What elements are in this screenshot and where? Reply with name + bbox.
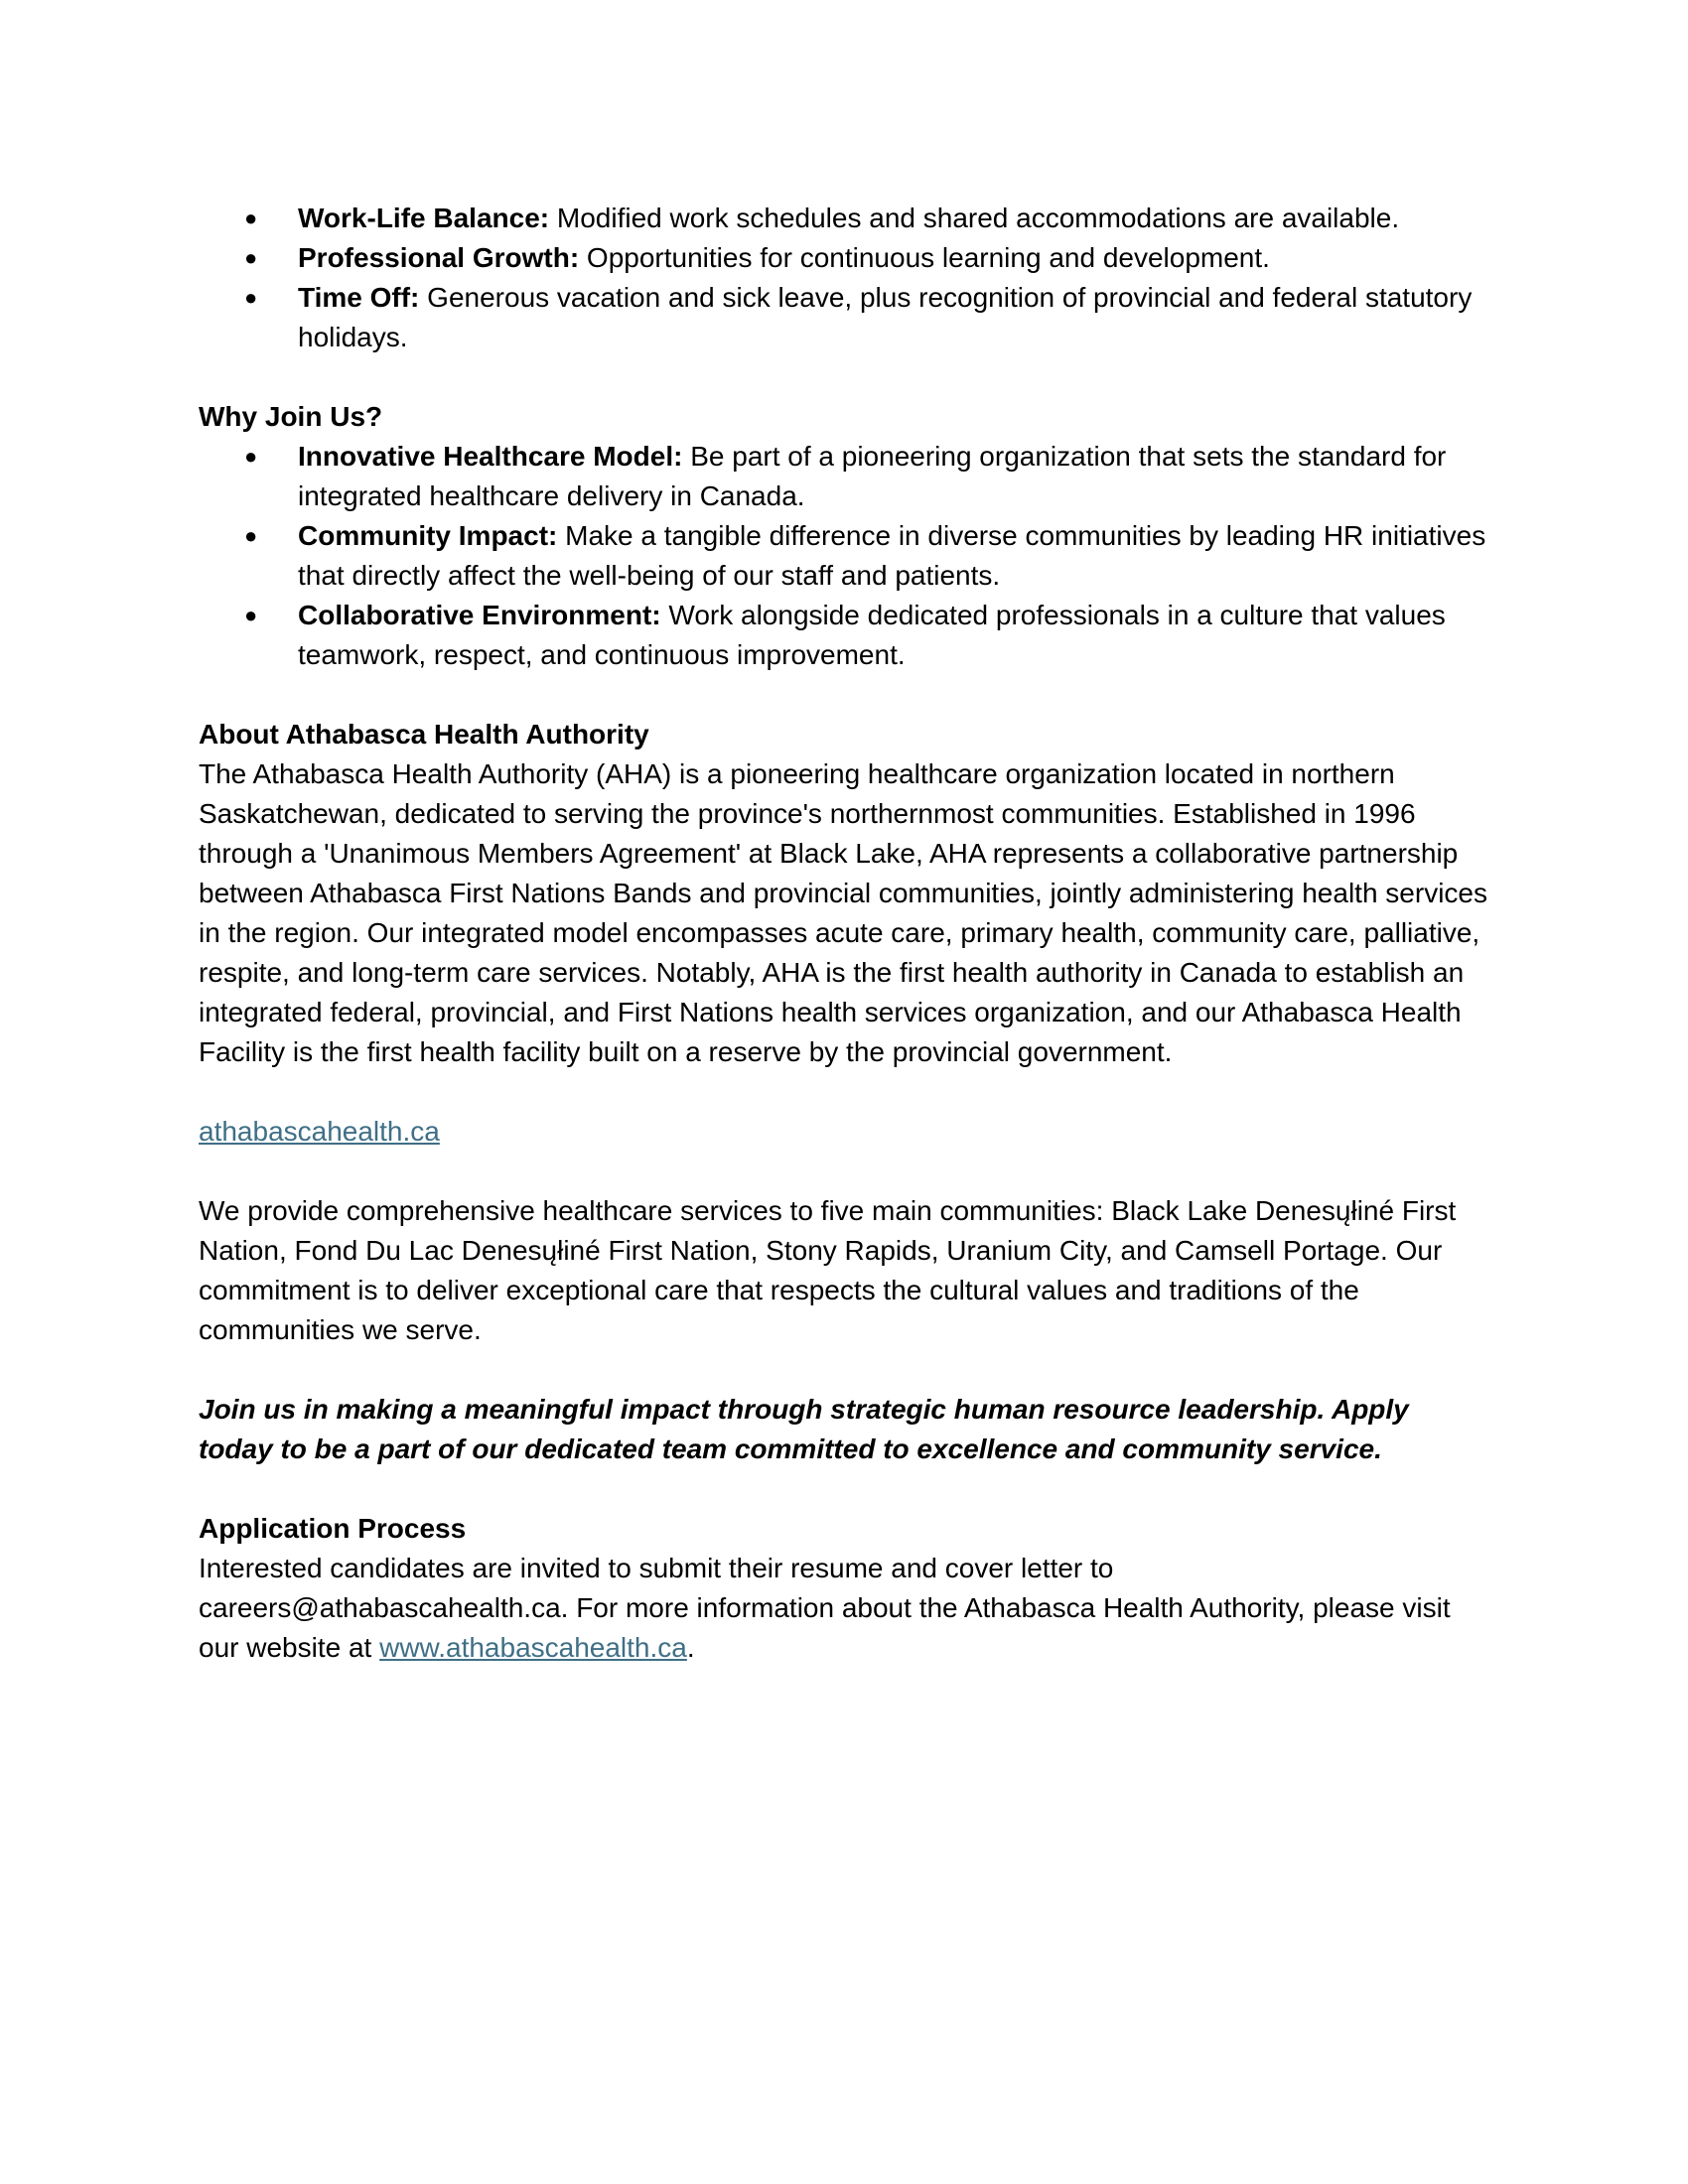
why-join-heading: Why Join Us? bbox=[199, 401, 383, 432]
bullet-icon: ● bbox=[244, 603, 258, 627]
list-item bbox=[199, 199, 1489, 238]
bullet-icon: ● bbox=[244, 205, 258, 230]
benefit-text: Modified work schedules and shared accommodations are available. bbox=[549, 203, 1400, 233]
benefit-label: Work-Life Balance: bbox=[298, 203, 550, 233]
about-heading: About Athabasca Health Authority bbox=[199, 719, 649, 750]
application-body bbox=[199, 1549, 1489, 1668]
list-item bbox=[199, 278, 1489, 357]
list-item bbox=[199, 437, 1489, 516]
call-to-action: Join us in making a meaningful impact through strategic human resource leadership. Apply today to be a part of our dedicated team committed to excellence and community service. bbox=[199, 1394, 1409, 1464]
why-join-text: Make a tangible difference in diverse communities by leading HR initiatives that directly affect the well-being of our staff and patients. bbox=[298, 520, 1486, 591]
why-join-text: Be part of a pioneering organization that sets the standard for integrated healthcare delivery in Canada. bbox=[298, 441, 1447, 511]
bullet-icon: ● bbox=[244, 523, 258, 548]
document-page bbox=[199, 199, 1489, 1668]
communities-paragraph: We provide comprehensive healthcare services to five main communities: Black Lake Denesųłiné First Nation, Fond Du Lac Denesųłiné First Nation, Stony Rapids, Uranium City, and Camsell Portage. Our commitment is to deliver exceptional care that respects the cultural values and traditions of the communities we serve. bbox=[199, 1195, 1457, 1345]
application-text: Interested candidates are invited to submit their resume and cover letter to careers@athabascahealth.ca. For more information about the Athabasca Health Authority, please visit our website at bbox=[199, 1553, 1451, 1663]
benefit-text: Generous vacation and sick leave, plus recognition of provincial and federal statutory holidays. bbox=[298, 282, 1473, 352]
list-item bbox=[199, 238, 1489, 278]
list-item bbox=[199, 516, 1489, 596]
benefit-label: Time Off: bbox=[298, 282, 420, 313]
why-join-list bbox=[199, 437, 1489, 675]
why-join-label: Collaborative Environment: bbox=[298, 600, 661, 630]
website-link[interactable]: athabascahealth.ca bbox=[199, 1116, 440, 1147]
why-join-label: Community Impact: bbox=[298, 520, 558, 551]
about-body: The Athabasca Health Authority (AHA) is a pioneering healthcare organization located in northern Saskatchewan, dedicated to serving the province's northernmost communities. Established in 1996 through a 'Unanimous Members Agreement' at Black Lake, AHA represents a collaborative partnership between Athabasca First Nations Bands and provincial communities, jointly administering health services in the region. Our integrated model encompasses acute care, primary health, community care, palliative, respite, and long-term care services. Notably, AHA is the first health authority in Canada to establish an integrated federal, provincial, and First Nations health services organization, and our Athabasca Health Facility is the first health facility built on a reserve by the provincial government. bbox=[199, 758, 1487, 1067]
list-item bbox=[199, 596, 1489, 675]
why-join-label: Innovative Healthcare Model: bbox=[298, 441, 683, 472]
why-join-text: Work alongside dedicated professionals in a culture that values teamwork, respect, and continuous improvement. bbox=[298, 600, 1446, 670]
bullet-icon: ● bbox=[244, 285, 258, 310]
application-heading: Application Process bbox=[199, 1513, 467, 1544]
bullet-icon: ● bbox=[244, 245, 258, 270]
benefit-text: Opportunities for continuous learning and development. bbox=[579, 242, 1270, 273]
application-website-link[interactable]: www.athabascahealth.ca bbox=[379, 1632, 687, 1663]
bullet-icon: ● bbox=[244, 444, 258, 469]
benefit-label: Professional Growth: bbox=[298, 242, 580, 273]
application-end: . bbox=[686, 1632, 695, 1663]
benefits-list bbox=[199, 199, 1489, 357]
